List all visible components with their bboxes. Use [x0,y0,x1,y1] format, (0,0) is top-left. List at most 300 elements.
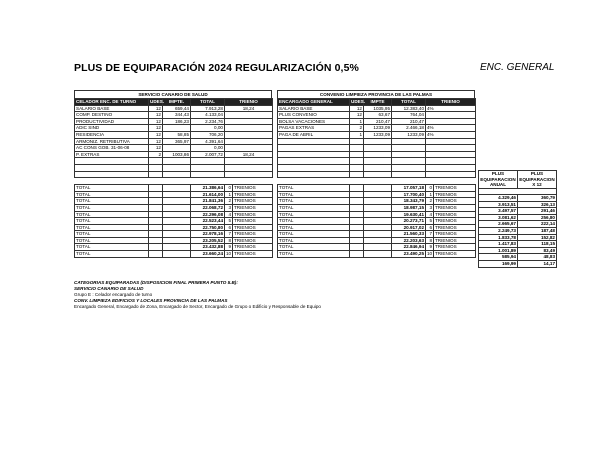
concept-value: 12 [149,118,163,125]
total-amount: 21.386,64 [191,185,225,192]
concept-value [392,138,426,145]
trienios-count: 8 [225,237,233,244]
concept-value [225,131,273,138]
plus-annual-value: 2.665,67 [479,221,518,228]
table-row [75,112,273,119]
concept-label [278,164,350,171]
plus-annual-value: 1.833,78 [479,234,518,241]
concept-value [426,158,476,165]
concept-value: 2 [149,151,163,158]
concept-value: 1 [350,131,364,138]
concept-value [163,158,191,165]
total-amount: 18.343,79 [392,198,426,205]
trienios-label: TRIENIOS [233,224,273,231]
plus-row [479,201,557,208]
concept-label: ARMONIZ. RETRIBUTIVA [75,138,149,145]
concept-value [364,158,392,165]
concept-value: 210,47 [364,118,392,125]
plus-monthly-value: 326,13 [518,201,557,208]
empty-cell [364,237,392,244]
concept-value [163,145,191,152]
plus-monthly-value: 83,49 [518,247,557,254]
trienios-label: TRIENIOS [233,198,273,205]
concept-label: BOLSA VACACIONES [278,118,350,125]
scs-table-block [74,90,272,258]
total-label: TOTAL [278,244,350,251]
total-amount: 21.614,00 [191,191,225,198]
concept-value: 12 [149,105,163,112]
plus-table [478,170,557,268]
plus-row [479,234,557,241]
empty-cell [163,231,191,238]
footer-limpieza-heading: CONV. LIMPIEZA EDIFICIOS Y LOCALES PROVINCIA DE LAS PALMAS [74,298,228,303]
limpieza-header-cell: TRIENIO [426,99,476,106]
concept-value: 0,00 [191,125,225,132]
empty-cell [350,251,364,258]
scs-header-cell: UDES. [150,99,165,104]
trienios-label: TRIENIOS [434,211,476,218]
concept-value [149,158,163,165]
trienios-count: 9 [225,244,233,251]
concept-value: 4% [426,131,476,138]
total-amount: 23.660,24 [191,251,225,258]
concept-value [426,138,476,145]
concept-value [191,164,225,171]
trienios-count: 4 [225,211,233,218]
plus-monthly-value: 152,82 [518,234,557,241]
concept-value [225,145,273,152]
concept-label: SALARIO BASE [75,105,149,112]
scs-header-cell: TRIENIO [225,99,273,106]
trienios-count: 5 [426,218,434,225]
table-row [278,151,476,158]
concept-value: 18,24 [225,151,273,158]
limpieza-header-cell: ENCARGADO GENERAL [278,99,350,106]
concept-label: PAGA DE ABRIL [278,131,350,138]
totals-row [75,224,273,231]
plus-row [479,195,557,202]
limpieza-concepts-table [277,98,476,178]
concept-label [278,145,350,152]
table-row [278,112,476,119]
concept-value: 659,44 [163,105,191,112]
limpieza-section-title: CONVENIO LIMPIEZA PROVINCIA DE LAS PALMAS [277,90,475,98]
total-label: TOTAL [75,224,149,231]
concept-value: 12 [350,105,364,112]
trienios-count: 7 [225,231,233,238]
concept-value: 12 [350,112,364,119]
table-row [278,164,476,171]
concept-label: P. EXTRAS [75,151,149,158]
table-row [75,151,273,158]
total-label: TOTAL [75,198,149,205]
total-label: TOTAL [75,244,149,251]
empty-cell [163,191,191,198]
empty-cell [364,204,392,211]
empty-cell [364,211,392,218]
total-amount: 20.273,71 [392,218,426,225]
table-row [75,164,273,171]
total-label: TOTAL [75,251,149,258]
total-label: TOTAL [75,191,149,198]
total-label: TOTAL [278,251,350,258]
total-label: TOTAL [278,224,350,231]
concept-value: 2.234,76 [191,118,225,125]
concept-label: SALARIO BASE [278,105,350,112]
table-row [75,145,273,152]
concept-value [191,171,225,178]
limpieza-header-cell: TOTAL [392,99,426,106]
totals-row [278,191,476,198]
totals-row [75,185,273,192]
concept-value [426,151,476,158]
empty-cell [149,204,163,211]
concept-value [426,145,476,152]
trienios-count: 0 [426,185,434,192]
total-label: TOTAL [278,191,350,198]
empty-cell [350,198,364,205]
concept-value [364,171,392,178]
total-amount: 22.978,16 [191,231,225,238]
concept-value [149,171,163,178]
concept-value: 1233,09 [364,125,392,132]
totals-row [278,237,476,244]
concept-value: 1 [350,118,364,125]
concept-label: AC CONS GOB. 31-06-08 [75,145,149,152]
limpieza-header-cell: UDES. [351,99,366,104]
concept-value: 4% [426,105,476,112]
concept-value [392,171,426,178]
scs-section-title: SERVICIO CANARIO DE SALUD [74,90,272,98]
concept-value: 7.913,28 [191,105,225,112]
trienios-count: 10 [226,251,232,257]
empty-cell [364,224,392,231]
total-label: TOTAL [278,211,350,218]
trienios-count: 3 [225,204,233,211]
table-row [278,118,476,125]
concept-value: 12 [149,125,163,132]
concept-value [191,158,225,165]
totals-row [75,218,273,225]
trienios-count: 7 [426,231,434,238]
total-amount: 22.750,80 [191,224,225,231]
footer-scs-group: Grupo E : Celador encargado de turno [74,292,153,297]
totals-row [278,251,476,258]
totals-row [75,251,273,258]
trienios-label: TRIENIOS [434,244,476,251]
table-row [278,145,476,152]
table-row [278,131,476,138]
limpieza-header-cell: IMPTE [364,99,392,106]
trienios-count: 0 [225,185,233,192]
scs-header-cell: CELADOR ENC. DE TURNO [75,99,149,106]
total-amount: 22.068,72 [191,204,225,211]
trienios-count: 1 [426,191,434,198]
trienios-label: TRIENIOS [434,198,476,205]
plus-monthly-value: 256,80 [518,214,557,221]
concept-value [225,164,273,171]
concept-value [364,164,392,171]
empty-cell [163,185,191,192]
plus-block [478,170,556,268]
concept-value: 12 [149,138,163,145]
empty-cell [149,198,163,205]
plus-row [479,214,557,221]
concept-value [350,158,364,165]
concept-value: 63,67 [364,112,392,119]
concept-value: 764,04 [392,112,426,119]
plus-annual-value: 3.081,62 [479,214,518,221]
concept-value [350,138,364,145]
concept-value: 58,85 [163,131,191,138]
total-amount: 21.841,36 [191,198,225,205]
empty-cell [149,191,163,198]
plus-annual-value: 4.329,46 [479,195,518,202]
total-label: TOTAL [75,211,149,218]
concept-value: 210,47 [392,118,426,125]
trienios-label: TRIENIOS [233,204,273,211]
concept-label: RESIDENCIA [75,131,149,138]
empty-cell [364,231,392,238]
concept-value [392,151,426,158]
concept-label [278,151,350,158]
trienios-label: TRIENIOS [434,191,476,198]
concept-value [225,118,273,125]
empty-cell [149,251,163,258]
totals-row [75,231,273,238]
concept-value [163,164,191,171]
trienios-label: TRIENIOS [434,231,476,238]
empty-cell [350,204,364,211]
concept-value [426,118,476,125]
total-amount: 19.630,41 [392,211,426,218]
concept-value: 2 [350,125,364,132]
total-amount: 23.432,88 [191,244,225,251]
table-row [75,105,273,112]
scs-concepts-table [74,98,273,178]
plus-row [479,241,557,248]
concept-label [75,158,149,165]
plus-monthly-value: 118,15 [518,241,557,248]
concept-value [392,158,426,165]
trienios-count: 5 [225,218,233,225]
page-title: PLUS DE EQUIPARACIÓN 2024 REGULARIZACIÓN 0,5% [74,62,359,74]
concept-value: 186,23 [163,118,191,125]
trienios-count: 3 [426,204,434,211]
trienios-label: TRIENIOS [233,185,273,192]
total-label: TOTAL [278,231,350,238]
empty-cell [149,231,163,238]
total-label: TOTAL [75,185,149,192]
trienios-label: TRIENIOS [233,211,273,218]
concept-value: 12.383,40 [392,105,426,112]
total-label: TOTAL [75,237,149,244]
totals-row [278,211,476,218]
plus-annual-value: 3.913,51 [479,201,518,208]
plus-annual-value: 1.417,83 [479,241,518,248]
plus-row [479,208,557,215]
category-label: ENC. GENERAL [480,62,555,73]
empty-cell [350,244,364,251]
totals-row [278,198,476,205]
plus-monthly-value: 187,48 [518,227,557,234]
trienios-label: TRIENIOS [233,251,273,258]
trienios-count: 2 [225,198,233,205]
concept-label: ADIC SIND [75,125,149,132]
table-row [75,125,273,132]
totals-row [75,237,273,244]
trienios-count: 2 [426,198,434,205]
concept-value: 4% [426,125,476,132]
plus-row [479,221,557,228]
plus-header-row [479,171,557,189]
total-amount: 23.205,52 [191,237,225,244]
totals-row [278,218,476,225]
concept-value [225,125,273,132]
total-amount: 23.490,25 [392,251,426,258]
concept-value: 18,24 [225,105,273,112]
concept-value [426,171,476,178]
concept-value: 1003,86 [163,151,191,158]
plus-row [479,254,557,261]
totals-row [75,244,273,251]
totals-row [278,185,476,192]
trienios-label: TRIENIOS [434,218,476,225]
total-label: TOTAL [278,204,350,211]
concept-value: 1233,09 [392,131,426,138]
total-amount: 21.560,33 [392,231,426,238]
empty-cell [350,218,364,225]
trienios-count: 9 [426,244,434,251]
total-amount: 22.296,08 [191,211,225,218]
concept-value [350,171,364,178]
total-label: TOTAL [75,231,149,238]
plus-monthly-value: 291,46 [518,208,557,215]
table-row [75,171,273,178]
trienios-count: 4 [426,211,434,218]
total-label: TOTAL [278,218,350,225]
trienios-label: TRIENIOS [434,237,476,244]
empty-cell [163,224,191,231]
empty-cell [350,237,364,244]
empty-cell [149,244,163,251]
concept-value [392,145,426,152]
empty-cell [364,198,392,205]
empty-cell [149,185,163,192]
empty-cell [364,185,392,192]
empty-cell [163,218,191,225]
empty-cell [350,231,364,238]
total-label: TOTAL [278,237,350,244]
empty-cell [364,218,392,225]
plus-row [479,247,557,254]
table-row [278,125,476,132]
trienios-label: TRIENIOS [434,185,476,192]
plus-monthly-value: 360,79 [518,195,557,202]
empty-cell [163,237,191,244]
trienios-label: TRIENIOS [233,244,273,251]
concept-value [364,145,392,152]
concept-value [426,164,476,171]
plus-annual-value: 3.497,57 [479,208,518,215]
totals-row [278,204,476,211]
concept-value: 12 [149,131,163,138]
concept-value [426,112,476,119]
empty-cell [149,224,163,231]
table-row [75,158,273,165]
empty-cell [350,185,364,192]
total-amount: 22.846,94 [392,244,426,251]
total-label: TOTAL [75,218,149,225]
empty-cell [364,251,392,258]
scs-header-cell: TOTAL [191,99,225,106]
limpieza-table-block [277,90,475,258]
concept-value [163,171,191,178]
concept-value: 706,20 [191,131,225,138]
totals-row [75,204,273,211]
concept-value [350,145,364,152]
concept-value [364,138,392,145]
trienios-label: TRIENIOS [233,218,273,225]
plus-row [479,260,557,267]
plus-row [479,227,557,234]
concept-label [278,171,350,178]
empty-cell [364,244,392,251]
trienios-count: 6 [426,224,434,231]
concept-label: PRODUCTIVIDAD [75,118,149,125]
total-amount: 22.523,44 [191,218,225,225]
empty-cell [163,244,191,251]
table-row [75,118,273,125]
table-row [75,138,273,145]
concept-label: COMP. DESTINO [75,112,149,119]
concept-label: PAGAS EXTRAS [278,125,350,132]
concept-value: 365,97 [163,138,191,145]
plus-monthly-value: 14,17 [518,260,557,267]
totals-row [278,244,476,251]
trienios-count: 10 [427,251,433,257]
footer-scs-heading: SERVICIO CANARIO DE SALUD [74,286,144,291]
empty-cell [163,198,191,205]
empty-cell [149,211,163,218]
plus-annual-value: 1.001,89 [479,247,518,254]
concept-label [278,138,350,145]
empty-cell [350,191,364,198]
scs-header-row [75,99,273,106]
concept-value: 1233,09 [364,131,392,138]
table-row [278,171,476,178]
empty-cell [350,211,364,218]
concept-label [278,158,350,165]
limpieza-totals-table [277,184,476,258]
trienios-count: 1 [225,191,233,198]
empty-cell [149,237,163,244]
concept-value: 2.466,18 [392,125,426,132]
empty-cell [149,218,163,225]
trienios-label: TRIENIOS [434,251,476,258]
totals-row [278,231,476,238]
total-amount: 17.700,40 [392,191,426,198]
footer-limpieza-categories: Encargado General, Encargado de Zona, Encargado de Sector, Encargado de Grupo o Edificio y Responsable de Equipo [74,304,321,309]
table-row [75,131,273,138]
concept-value [225,158,273,165]
total-label: TOTAL [75,204,149,211]
total-amount: 22.203,63 [392,237,426,244]
trienios-label: TRIENIOS [233,191,273,198]
total-label: TOTAL [278,185,350,192]
trienios-label: TRIENIOS [434,204,476,211]
concept-value [350,151,364,158]
